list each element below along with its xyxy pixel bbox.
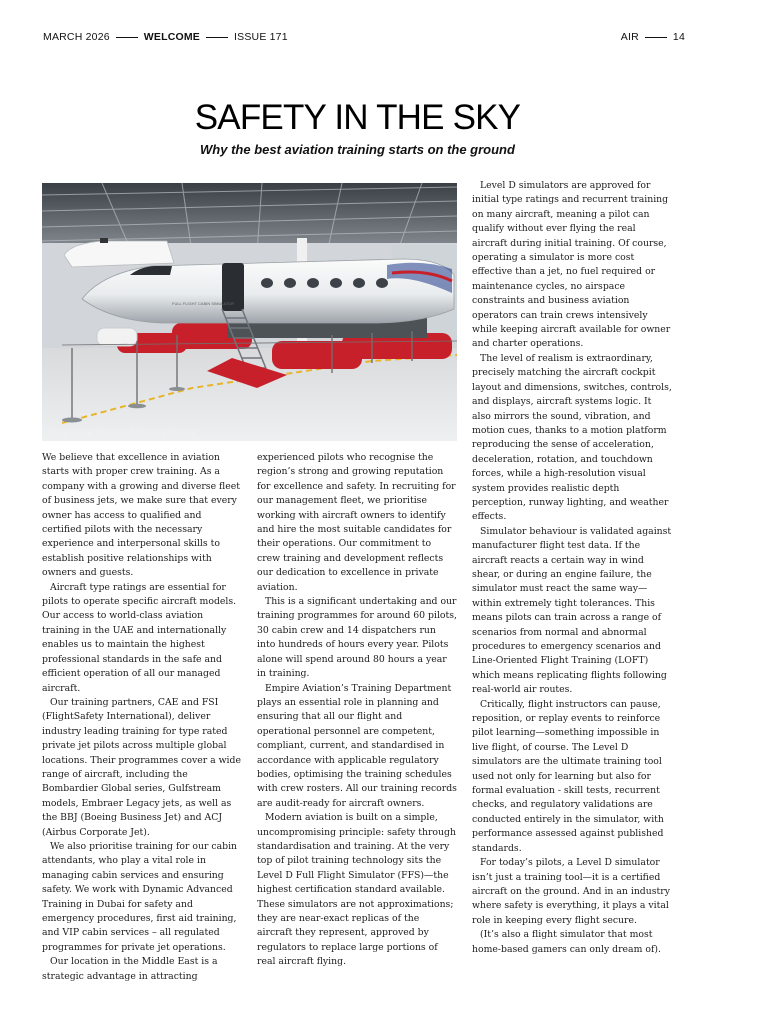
paragraph: Simulator behaviour is validated against manufacturer flight test data. If the aircraft reacts a certain way in wind shear, or during an engine failure, the simulator must react the same way—within extremely tight tolerances. This means pilots can train across a range of scenarios from normal and abnormal procedures to emergency scenarios and Line-Oriented Flight Training (LOFT) which means replicating flights following real-world air routes. bbox=[472, 525, 672, 696]
paragraph: experienced pilots who recognise the region’s strong and growing reputation for excellence and safety. In recruiting for our management fleet, we prioritise working with aircraft owners to identify and hire the most suitable candidates for their operations. Our commitment to crew training and development reflects our dedication to excellence in private aviation. bbox=[257, 452, 456, 593]
magazine-name: AIR bbox=[620, 31, 639, 43]
paragraph: Modern aviation is built on a simple, uncompromising principle: safety through standardisation and training. At the very top of pilot training technology sits the Level D Full Flight Simulator (FFS)—the highest certification standard available. These simulators are not approximations; they are near-exact replicas of the aircraft they represent, approved by regulators to replace large portions of real aircraft flying. bbox=[257, 812, 456, 968]
issue-month: MARCH 2026 bbox=[43, 31, 110, 43]
article-column-2 bbox=[257, 451, 457, 970]
paragraph: We believe that excellence in aviation starts with proper crew training. As a company with a growing and diverse fleet of business jets, we make sure that every owner has access to qualified and certified pilots with the necessary experience and interpersonal skills to establish positive relationships with owners and guests. bbox=[42, 452, 240, 579]
aircraft-livery-text: FULL FLIGHT CABIN SIMULATOR bbox=[172, 301, 235, 306]
running-header-left bbox=[43, 31, 288, 43]
paragraph: For today’s pilots, a Level D simulator isn’t just a training tool—it is a certified aircraft on the ground. And in an industry where safety is everything, it plays a vital role in keeping every flight secure. bbox=[472, 857, 670, 926]
issue-number: ISSUE 171 bbox=[234, 31, 288, 43]
article-column-1 bbox=[42, 451, 242, 984]
paragraph: Critically, flight instructors can pause, reposition, or replay events to reinforce pilot learning—something impossible in live flight, of course. The Level D simulators are the ultimate training tool used not only for learning but also for formal evaluation - skill tests, recurrent checks, and regulatory validations are conducted entirely in the simulator, with performance assessed against published standards. bbox=[472, 698, 664, 854]
paragraph: Aircraft type ratings are essential for pilots to operate specific aircraft models. Our access to world-class aviation training in the UAE and internationally enables us to maintain the highest professional standards in the safe and efficient operation of all our managed aircraft. bbox=[42, 581, 237, 694]
paragraph: Our location in the Middle East is a strategic advantage in attracting bbox=[42, 956, 218, 982]
page-number: 14 bbox=[672, 31, 685, 43]
image-credit: Image credit: Dynamic Advanced Training bbox=[48, 429, 196, 438]
paragraph: Empire Aviation’s Training Department plays an essential role in planning and ensuring that all our flight and operational personnel are competent, compliant, current, and standardised in accordance with applicable regulatory bodies, optimising the training schedules with crew rosters. All our training records are audit-ready for aircraft owners. bbox=[257, 682, 457, 809]
article-subtitle: Why the best aviation training starts on the ground bbox=[200, 142, 515, 157]
paragraph: This is a significant undertaking and our training programmes for around 60 pilots, 30 cabin crew and 14 dispatchers run into hundreds of hours every year. Pilots alone will spend around 80 hours a year in training. bbox=[257, 596, 457, 680]
header-rule bbox=[206, 37, 228, 38]
paragraph: We also prioritise training for our cabin attendants, who play a vital role in managing cabin services and ensuring safety. We work with Dynamic Advanced Training in Dubai for safety and emergency procedures, first aid training, and VIP cabin services – all regulated programmes for private jet operations. bbox=[42, 840, 238, 953]
article-title: SAFETY IN THE SKY bbox=[194, 98, 521, 137]
paragraph: (It’s also a flight simulator that most home-based gamers can only dream of). bbox=[472, 929, 661, 955]
paragraph: Level D simulators are approved for initial type ratings and recurrent training on many aircraft, meaning a pilot can qualify without ever flying the real aircraft during initial training. Of course, operating a simulator is more cost effective than a jet, no fuel required or maintenance cycles, no airspace constraints and business aviation operators can train crews intensively while keeping aircraft available for owner and charter operations. bbox=[472, 180, 671, 350]
paragraph: The level of realism is extraordinary, precisely matching the aircraft cockpit layout and dimensions, switches, controls, and displays, aircraft systems logic. It also mirrors the sound, vibration, and motion cues, thanks to a motion platform reproducing the sense of acceleration, deceleration, rotation, and touchdown forces, while a high-resolution visual system provides realistic depth perception, runway lighting, and weather effects. bbox=[472, 352, 672, 523]
article-photo bbox=[42, 183, 457, 441]
header-rule bbox=[645, 37, 667, 38]
paragraph: Our training partners, CAE and FSI (FlightSafety International), deliver industry leading training for type rated private jet pilots across multiple global locations. Their programmes cover a wide range of aircraft, including the Bombardier Global series, Gulfstream models, Embraer Legacy jets, as well as the BBJ (Boeing Business Jet) and ACJ (Airbus Corporate Jet). bbox=[42, 696, 241, 838]
header-rule bbox=[116, 37, 138, 38]
section-name: WELCOME bbox=[143, 31, 201, 43]
article-column-3 bbox=[472, 179, 672, 957]
running-header-right bbox=[621, 31, 685, 43]
